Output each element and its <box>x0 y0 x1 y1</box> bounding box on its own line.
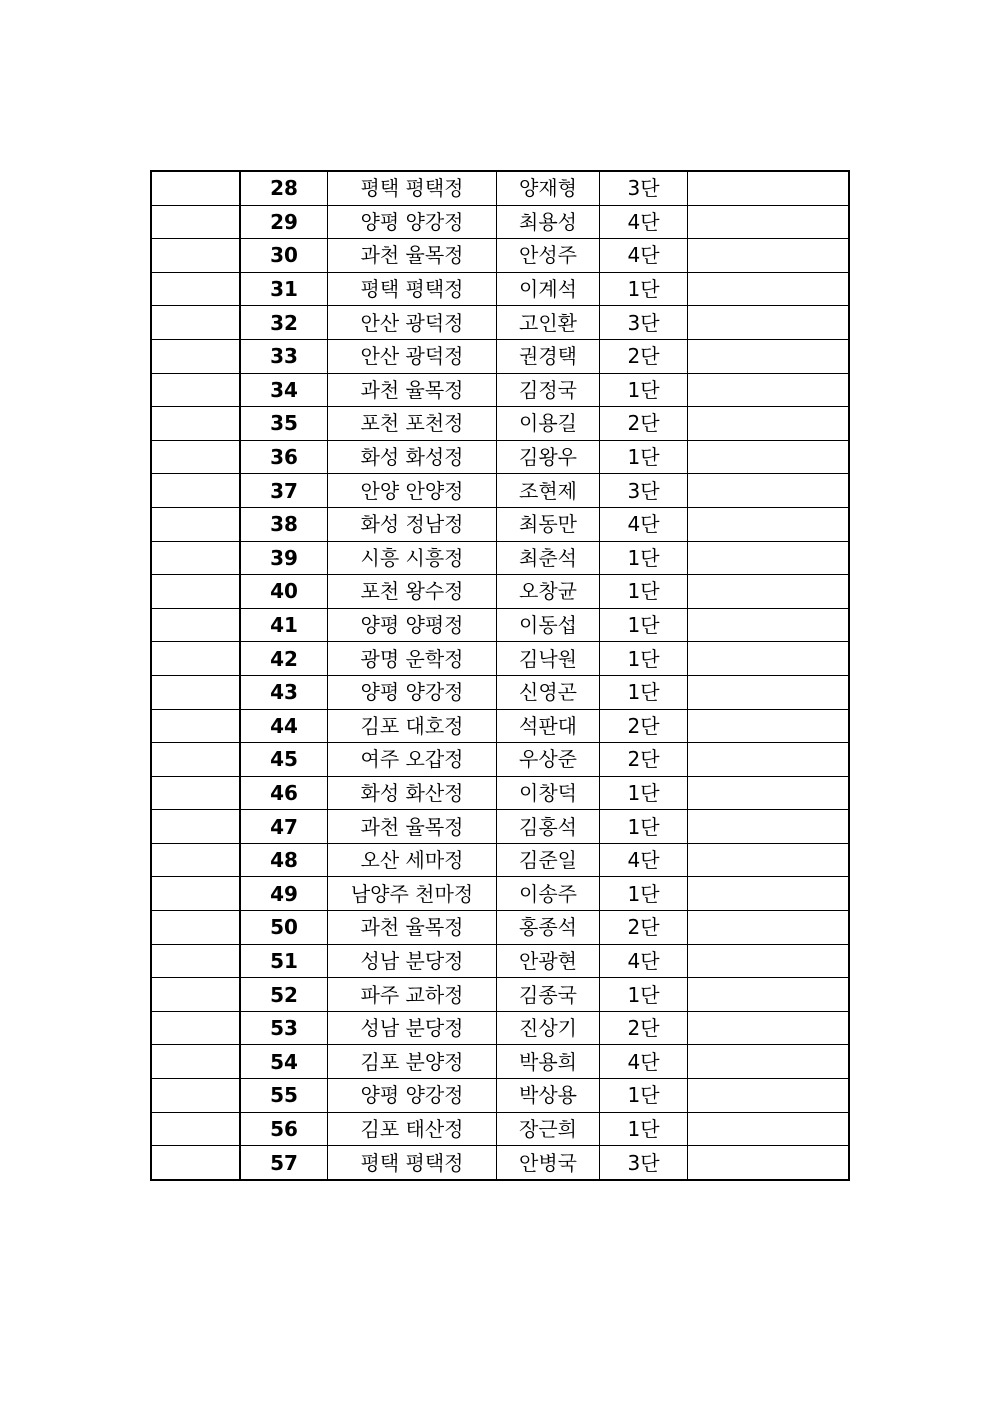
entry-number-cell: 45 <box>240 743 328 777</box>
name-cell: 안병국 <box>497 1146 600 1180</box>
name-cell: 이송주 <box>497 877 600 911</box>
rank-cell: 1단 <box>600 978 688 1012</box>
name-cell: 김정국 <box>497 373 600 407</box>
club-cell: 평택 평택정 <box>328 1146 497 1180</box>
name-cell: 조현제 <box>497 474 600 508</box>
remarks-cell <box>688 776 850 810</box>
entry-number-cell: 32 <box>240 306 328 340</box>
club-cell: 양평 양강정 <box>328 205 497 239</box>
entry-number-cell: 39 <box>240 541 328 575</box>
table-row <box>151 272 849 306</box>
blank-cell <box>151 944 240 978</box>
remarks-cell <box>688 507 850 541</box>
club-cell: 과천 율목정 <box>328 239 497 273</box>
table-row <box>151 911 849 945</box>
club-cell: 화성 화산정 <box>328 776 497 810</box>
remarks-cell <box>688 171 850 205</box>
rank-cell: 2단 <box>600 1011 688 1045</box>
blank-cell <box>151 239 240 273</box>
blank-cell <box>151 642 240 676</box>
club-cell: 양평 양강정 <box>328 1079 497 1113</box>
name-cell: 홍종석 <box>497 911 600 945</box>
blank-cell <box>151 1146 240 1180</box>
roster-table <box>150 170 850 1181</box>
remarks-cell <box>688 205 850 239</box>
name-cell: 신영곤 <box>497 675 600 709</box>
entry-number-cell: 37 <box>240 474 328 508</box>
rank-cell: 3단 <box>600 1146 688 1180</box>
rank-cell: 3단 <box>600 474 688 508</box>
name-cell: 권경택 <box>497 339 600 373</box>
name-cell: 안광현 <box>497 944 600 978</box>
remarks-cell <box>688 339 850 373</box>
table-row <box>151 1112 849 1146</box>
table-row <box>151 1146 849 1180</box>
blank-cell <box>151 541 240 575</box>
remarks-cell <box>688 1146 850 1180</box>
table-row <box>151 1045 849 1079</box>
entry-number-cell: 33 <box>240 339 328 373</box>
table-row <box>151 339 849 373</box>
rank-cell: 4단 <box>600 843 688 877</box>
rank-cell: 2단 <box>600 743 688 777</box>
rank-cell: 2단 <box>600 911 688 945</box>
remarks-cell <box>688 911 850 945</box>
blank-cell <box>151 1011 240 1045</box>
rank-cell: 2단 <box>600 407 688 441</box>
entry-number-cell: 43 <box>240 675 328 709</box>
entry-number-cell: 55 <box>240 1079 328 1113</box>
remarks-cell <box>688 440 850 474</box>
blank-cell <box>151 373 240 407</box>
table-row <box>151 306 849 340</box>
name-cell: 이계석 <box>497 272 600 306</box>
blank-cell <box>151 743 240 777</box>
club-cell: 과천 율목정 <box>328 373 497 407</box>
table-row <box>151 1079 849 1113</box>
club-cell: 오산 세마정 <box>328 843 497 877</box>
blank-cell <box>151 507 240 541</box>
blank-cell <box>151 407 240 441</box>
blank-cell <box>151 709 240 743</box>
club-cell: 성남 분당정 <box>328 1011 497 1045</box>
remarks-cell <box>688 1011 850 1045</box>
blank-cell <box>151 978 240 1012</box>
blank-cell <box>151 474 240 508</box>
name-cell: 이동섭 <box>497 608 600 642</box>
table-row <box>151 810 849 844</box>
club-cell: 남양주 천마정 <box>328 877 497 911</box>
remarks-cell <box>688 1079 850 1113</box>
club-cell: 안양 안양정 <box>328 474 497 508</box>
entry-number-cell: 41 <box>240 608 328 642</box>
remarks-cell <box>688 575 850 609</box>
club-cell: 안산 광덕정 <box>328 306 497 340</box>
table-row <box>151 776 849 810</box>
table-row <box>151 843 849 877</box>
entry-number-cell: 52 <box>240 978 328 1012</box>
blank-cell <box>151 1045 240 1079</box>
entry-number-cell: 35 <box>240 407 328 441</box>
entry-number-cell: 54 <box>240 1045 328 1079</box>
entry-number-cell: 50 <box>240 911 328 945</box>
name-cell: 최용성 <box>497 205 600 239</box>
blank-cell <box>151 1079 240 1113</box>
rank-cell: 1단 <box>600 272 688 306</box>
name-cell: 이창덕 <box>497 776 600 810</box>
club-cell: 포천 포천정 <box>328 407 497 441</box>
remarks-cell <box>688 675 850 709</box>
blank-cell <box>151 306 240 340</box>
rank-cell: 1단 <box>600 440 688 474</box>
remarks-cell <box>688 642 850 676</box>
entry-number-cell: 31 <box>240 272 328 306</box>
rank-cell: 4단 <box>600 205 688 239</box>
rank-cell: 1단 <box>600 1079 688 1113</box>
table-row <box>151 944 849 978</box>
club-cell: 김포 분양정 <box>328 1045 497 1079</box>
table-row <box>151 743 849 777</box>
remarks-cell <box>688 541 850 575</box>
remarks-cell <box>688 272 850 306</box>
remarks-cell <box>688 978 850 1012</box>
remarks-cell <box>688 810 850 844</box>
table-row <box>151 709 849 743</box>
blank-cell <box>151 843 240 877</box>
rank-cell: 4단 <box>600 507 688 541</box>
entry-number-cell: 47 <box>240 810 328 844</box>
blank-cell <box>151 911 240 945</box>
entry-number-cell: 38 <box>240 507 328 541</box>
entry-number-cell: 34 <box>240 373 328 407</box>
rank-cell: 1단 <box>600 575 688 609</box>
club-cell: 화성 정남정 <box>328 507 497 541</box>
table-row <box>151 239 849 273</box>
blank-cell <box>151 776 240 810</box>
table-row <box>151 407 849 441</box>
remarks-cell <box>688 407 850 441</box>
entry-number-cell: 42 <box>240 642 328 676</box>
name-cell: 박상용 <box>497 1079 600 1113</box>
name-cell: 안성주 <box>497 239 600 273</box>
name-cell: 김왕우 <box>497 440 600 474</box>
remarks-cell <box>688 877 850 911</box>
remarks-cell <box>688 709 850 743</box>
table-row <box>151 171 849 205</box>
entry-number-cell: 28 <box>240 171 328 205</box>
entry-number-cell: 36 <box>240 440 328 474</box>
table-row <box>151 205 849 239</box>
club-cell: 파주 교하정 <box>328 978 497 1012</box>
club-cell: 시흥 시흥정 <box>328 541 497 575</box>
rank-cell: 2단 <box>600 709 688 743</box>
rank-cell: 1단 <box>600 541 688 575</box>
club-cell: 과천 율목정 <box>328 911 497 945</box>
remarks-cell <box>688 608 850 642</box>
remarks-cell <box>688 1045 850 1079</box>
entry-number-cell: 40 <box>240 575 328 609</box>
name-cell: 최동만 <box>497 507 600 541</box>
blank-cell <box>151 675 240 709</box>
name-cell: 김낙원 <box>497 642 600 676</box>
entry-number-cell: 44 <box>240 709 328 743</box>
table-row <box>151 373 849 407</box>
rank-cell: 1단 <box>600 1112 688 1146</box>
name-cell: 최춘석 <box>497 541 600 575</box>
remarks-cell <box>688 373 850 407</box>
remarks-cell <box>688 239 850 273</box>
remarks-cell <box>688 474 850 508</box>
remarks-cell <box>688 944 850 978</box>
blank-cell <box>151 1112 240 1146</box>
blank-cell <box>151 877 240 911</box>
entry-number-cell: 46 <box>240 776 328 810</box>
remarks-cell <box>688 743 850 777</box>
blank-cell <box>151 575 240 609</box>
table-row <box>151 675 849 709</box>
club-cell: 양평 양평정 <box>328 608 497 642</box>
entry-number-cell: 53 <box>240 1011 328 1045</box>
name-cell: 김홍석 <box>497 810 600 844</box>
table-row <box>151 440 849 474</box>
name-cell: 김준일 <box>497 843 600 877</box>
name-cell: 진상기 <box>497 1011 600 1045</box>
club-cell: 광명 운학정 <box>328 642 497 676</box>
blank-cell <box>151 810 240 844</box>
blank-cell <box>151 171 240 205</box>
remarks-cell <box>688 1112 850 1146</box>
rank-cell: 1단 <box>600 642 688 676</box>
table-row <box>151 877 849 911</box>
entry-number-cell: 57 <box>240 1146 328 1180</box>
rank-cell: 4단 <box>600 1045 688 1079</box>
name-cell: 장근희 <box>497 1112 600 1146</box>
club-cell: 김포 대호정 <box>328 709 497 743</box>
club-cell: 안산 광덕정 <box>328 339 497 373</box>
remarks-cell <box>688 843 850 877</box>
club-cell: 여주 오갑정 <box>328 743 497 777</box>
name-cell: 석판대 <box>497 709 600 743</box>
name-cell: 박용희 <box>497 1045 600 1079</box>
name-cell: 김종국 <box>497 978 600 1012</box>
blank-cell <box>151 440 240 474</box>
blank-cell <box>151 339 240 373</box>
rank-cell: 4단 <box>600 239 688 273</box>
table-row <box>151 1011 849 1045</box>
table-row <box>151 978 849 1012</box>
rank-cell: 1단 <box>600 877 688 911</box>
rank-cell: 2단 <box>600 339 688 373</box>
blank-cell <box>151 205 240 239</box>
rank-cell: 1단 <box>600 675 688 709</box>
table-row <box>151 575 849 609</box>
club-cell: 평택 평택정 <box>328 272 497 306</box>
rank-cell: 3단 <box>600 171 688 205</box>
club-cell: 화성 화성정 <box>328 440 497 474</box>
entry-number-cell: 29 <box>240 205 328 239</box>
entry-number-cell: 56 <box>240 1112 328 1146</box>
club-cell: 성남 분당정 <box>328 944 497 978</box>
table-row <box>151 474 849 508</box>
club-cell: 평택 평택정 <box>328 171 497 205</box>
table-row <box>151 642 849 676</box>
blank-cell <box>151 608 240 642</box>
rank-cell: 4단 <box>600 944 688 978</box>
name-cell: 우상준 <box>497 743 600 777</box>
entry-number-cell: 49 <box>240 877 328 911</box>
entry-number-cell: 30 <box>240 239 328 273</box>
name-cell: 고인환 <box>497 306 600 340</box>
rank-cell: 1단 <box>600 373 688 407</box>
entry-number-cell: 51 <box>240 944 328 978</box>
club-cell: 포천 왕수정 <box>328 575 497 609</box>
rank-cell: 1단 <box>600 608 688 642</box>
club-cell: 김포 태산정 <box>328 1112 497 1146</box>
roster-table-body <box>151 171 849 1180</box>
rank-cell: 1단 <box>600 776 688 810</box>
table-row <box>151 507 849 541</box>
name-cell: 오창균 <box>497 575 600 609</box>
table-row <box>151 608 849 642</box>
name-cell: 양재형 <box>497 171 600 205</box>
table-row <box>151 541 849 575</box>
remarks-cell <box>688 306 850 340</box>
name-cell: 이용길 <box>497 407 600 441</box>
blank-cell <box>151 272 240 306</box>
rank-cell: 1단 <box>600 810 688 844</box>
rank-cell: 3단 <box>600 306 688 340</box>
club-cell: 과천 율목정 <box>328 810 497 844</box>
club-cell: 양평 양강정 <box>328 675 497 709</box>
entry-number-cell: 48 <box>240 843 328 877</box>
